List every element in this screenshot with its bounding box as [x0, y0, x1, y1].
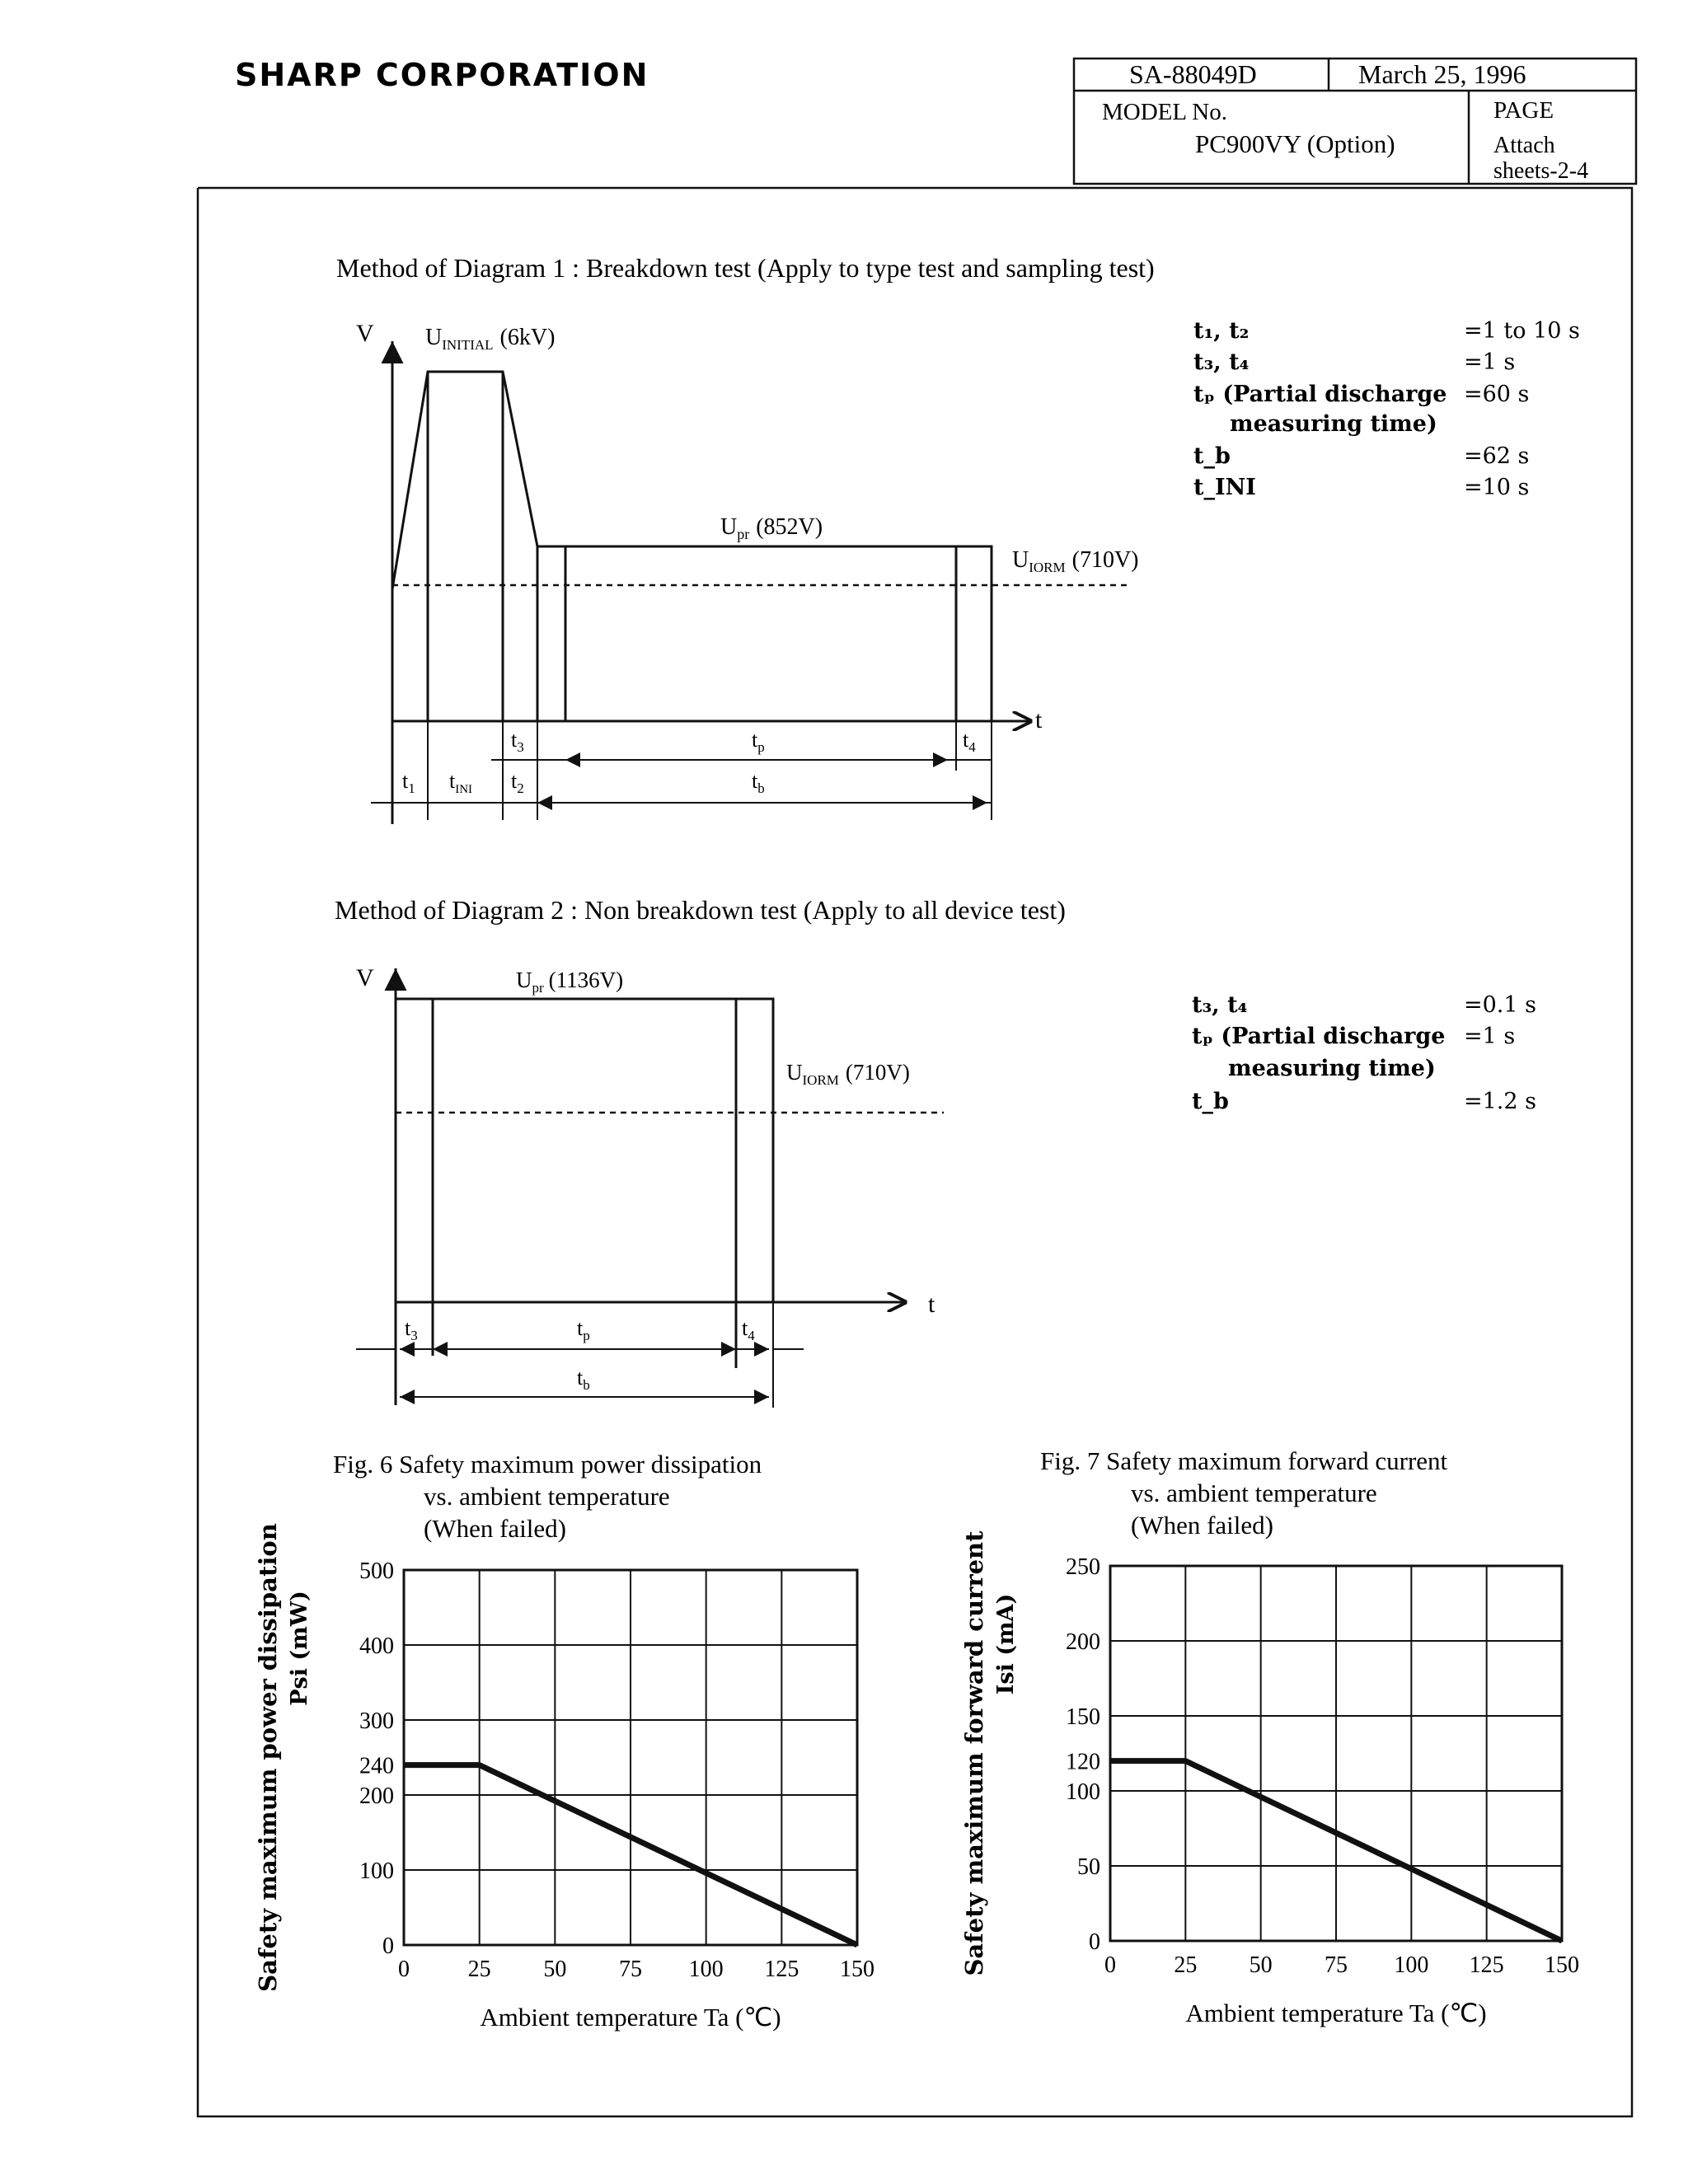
- doc-date: March 25, 1996: [1358, 59, 1526, 89]
- y-axis-label: Safety maximum power dissipation: [254, 1523, 282, 1992]
- fig6-title-1: Fig. 6 Safety maximum power dissipation: [333, 1450, 762, 1479]
- x-tick-label: 50: [1249, 1952, 1273, 1978]
- d2-u-iorm: $U_{IORM}$ (710V): [786, 1060, 910, 1088]
- diagram2-title: Method of Diagram 2 : Non breakdown test (Apply to all device test): [335, 895, 1066, 925]
- d1-t2: $t_2$: [511, 769, 524, 796]
- d1-param-name: measuring time): [1230, 411, 1437, 437]
- diagram2-params: [1192, 992, 1536, 1114]
- y-tick-label: 300: [359, 1708, 394, 1734]
- d1-param-name: t_b: [1193, 443, 1231, 469]
- x-tick-label: 75: [1325, 1952, 1348, 1978]
- diagram1-title: Method of Diagram 1 : Breakdown test (Apply to type test and sampling test): [336, 253, 1155, 283]
- y-tick-label: 250: [1066, 1554, 1100, 1580]
- d1-t4: $t_4$: [963, 728, 976, 755]
- d1-param-name: t_INI: [1193, 475, 1256, 500]
- x-tick-label: 125: [764, 1957, 799, 1982]
- page-value-1: Attach: [1493, 133, 1555, 158]
- y-tick-label: 200: [1066, 1629, 1100, 1655]
- d1-u-initial: $U_{INITIAL}$ (6kV): [425, 325, 556, 353]
- y-tick-label: 120: [1066, 1749, 1100, 1775]
- d1-u-pr: $U_{pr}$ (852V): [720, 514, 823, 542]
- x-tick-label: 0: [1104, 1952, 1116, 1978]
- doc-number: SA-88049D: [1129, 59, 1257, 89]
- d2-param-value: =1 s: [1464, 1024, 1516, 1049]
- d1-tp: $t_p$: [752, 728, 765, 755]
- x-tick-label: 25: [467, 1957, 491, 1982]
- d1-v-label: V: [356, 320, 374, 347]
- d2-t-label: t: [928, 1291, 935, 1318]
- d1-param-name: t₃, t₄: [1193, 349, 1250, 375]
- d1-param-name: tₚ (Partial discharge: [1193, 382, 1447, 407]
- x-tick-label: 125: [1469, 1952, 1504, 1978]
- y-tick-label: 100: [359, 1858, 394, 1884]
- x-tick-label: 0: [398, 1957, 410, 1982]
- page-label: PAGE: [1493, 97, 1554, 124]
- d1-tb: $t_b$: [752, 769, 765, 796]
- model-label: MODEL No.: [1102, 99, 1227, 125]
- y-axis-unit-label: Psi (mW): [287, 1591, 312, 1706]
- d2-v-label: V: [356, 964, 374, 991]
- diagram1-params: [1193, 318, 1580, 500]
- x-tick-label: 25: [1174, 1952, 1198, 1978]
- d2-u-pr: $U_{pr}$ (1136V): [516, 968, 624, 996]
- diagram1-waveform: [371, 341, 1129, 824]
- fig7-chart: [960, 1530, 1579, 2027]
- d1-t1: $t_1$: [402, 769, 415, 796]
- y-tick-label: 100: [1066, 1779, 1100, 1805]
- y-tick-label: 400: [359, 1633, 394, 1659]
- d2-param-value: =0.1 s: [1464, 992, 1537, 1018]
- y-tick-label: 0: [1089, 1929, 1100, 1955]
- d1-tini: $t_{INI}$: [449, 769, 473, 796]
- fig6-title-3: (When failed): [424, 1514, 566, 1543]
- model-value: PC900VY (Option): [1195, 129, 1395, 158]
- x-tick-label: 150: [840, 1957, 874, 1982]
- d2-t3: $t_3$: [405, 1316, 418, 1343]
- y-tick-label: 240: [359, 1753, 394, 1779]
- d1-param-value: =1 to 10 s: [1464, 318, 1580, 344]
- d2-tb: $t_b$: [577, 1366, 590, 1393]
- d1-param-value: =10 s: [1464, 475, 1530, 500]
- d2-param-name: measuring time): [1228, 1056, 1436, 1081]
- d2-param-name: t_b: [1192, 1089, 1229, 1114]
- x-axis-label: Ambient temperature Ta (℃): [1185, 1999, 1487, 2027]
- y-tick-label: 200: [359, 1783, 394, 1809]
- fig6-chart: [254, 1523, 874, 2032]
- d2-t4: $t_4$: [742, 1316, 755, 1343]
- y-tick-label: 0: [382, 1933, 394, 1959]
- d1-param-name: t₁, t₂: [1193, 318, 1250, 344]
- fig7-title-1: Fig. 7 Safety maximum forward current: [1040, 1446, 1448, 1475]
- d2-param-name: tₚ (Partial discharge: [1192, 1024, 1446, 1049]
- y-axis-label: Safety maximum forward current: [960, 1530, 988, 1976]
- d1-t3: $t_3$: [511, 728, 524, 755]
- diagram2-waveform: [356, 968, 944, 1408]
- x-tick-label: 150: [1545, 1952, 1579, 1978]
- d2-tp: $t_p$: [577, 1316, 590, 1343]
- page-value-2: sheets-2-4: [1493, 158, 1589, 184]
- fig7-title-2: vs. ambient temperature: [1131, 1479, 1377, 1507]
- y-tick-label: 50: [1077, 1854, 1100, 1880]
- d1-param-value: =62 s: [1464, 443, 1530, 469]
- d1-u-iorm: $U_{IORM}$ (710V): [1012, 547, 1139, 575]
- y-axis-unit-label: Isi (mA): [993, 1593, 1019, 1695]
- d2-param-value: =1.2 s: [1464, 1089, 1537, 1114]
- fig6-title-2: vs. ambient temperature: [424, 1482, 670, 1511]
- y-tick-label: 150: [1066, 1704, 1100, 1730]
- d1-param-value: =1 s: [1464, 349, 1516, 375]
- main-frame: [198, 188, 1632, 2116]
- x-axis-label: Ambient temperature Ta (℃): [480, 2003, 781, 2032]
- d2-param-name: t₃, t₄: [1192, 992, 1248, 1018]
- y-tick-label: 500: [359, 1558, 394, 1584]
- x-tick-label: 100: [688, 1957, 724, 1982]
- fig7-title-3: (When failed): [1131, 1511, 1273, 1540]
- d1-param-value: =60 s: [1464, 382, 1530, 407]
- d1-t-label: t: [1035, 706, 1043, 733]
- company-name: SHARP CORPORATION: [235, 57, 649, 93]
- x-tick-label: 75: [619, 1957, 642, 1982]
- x-tick-label: 50: [543, 1957, 567, 1982]
- x-tick-label: 100: [1394, 1952, 1429, 1978]
